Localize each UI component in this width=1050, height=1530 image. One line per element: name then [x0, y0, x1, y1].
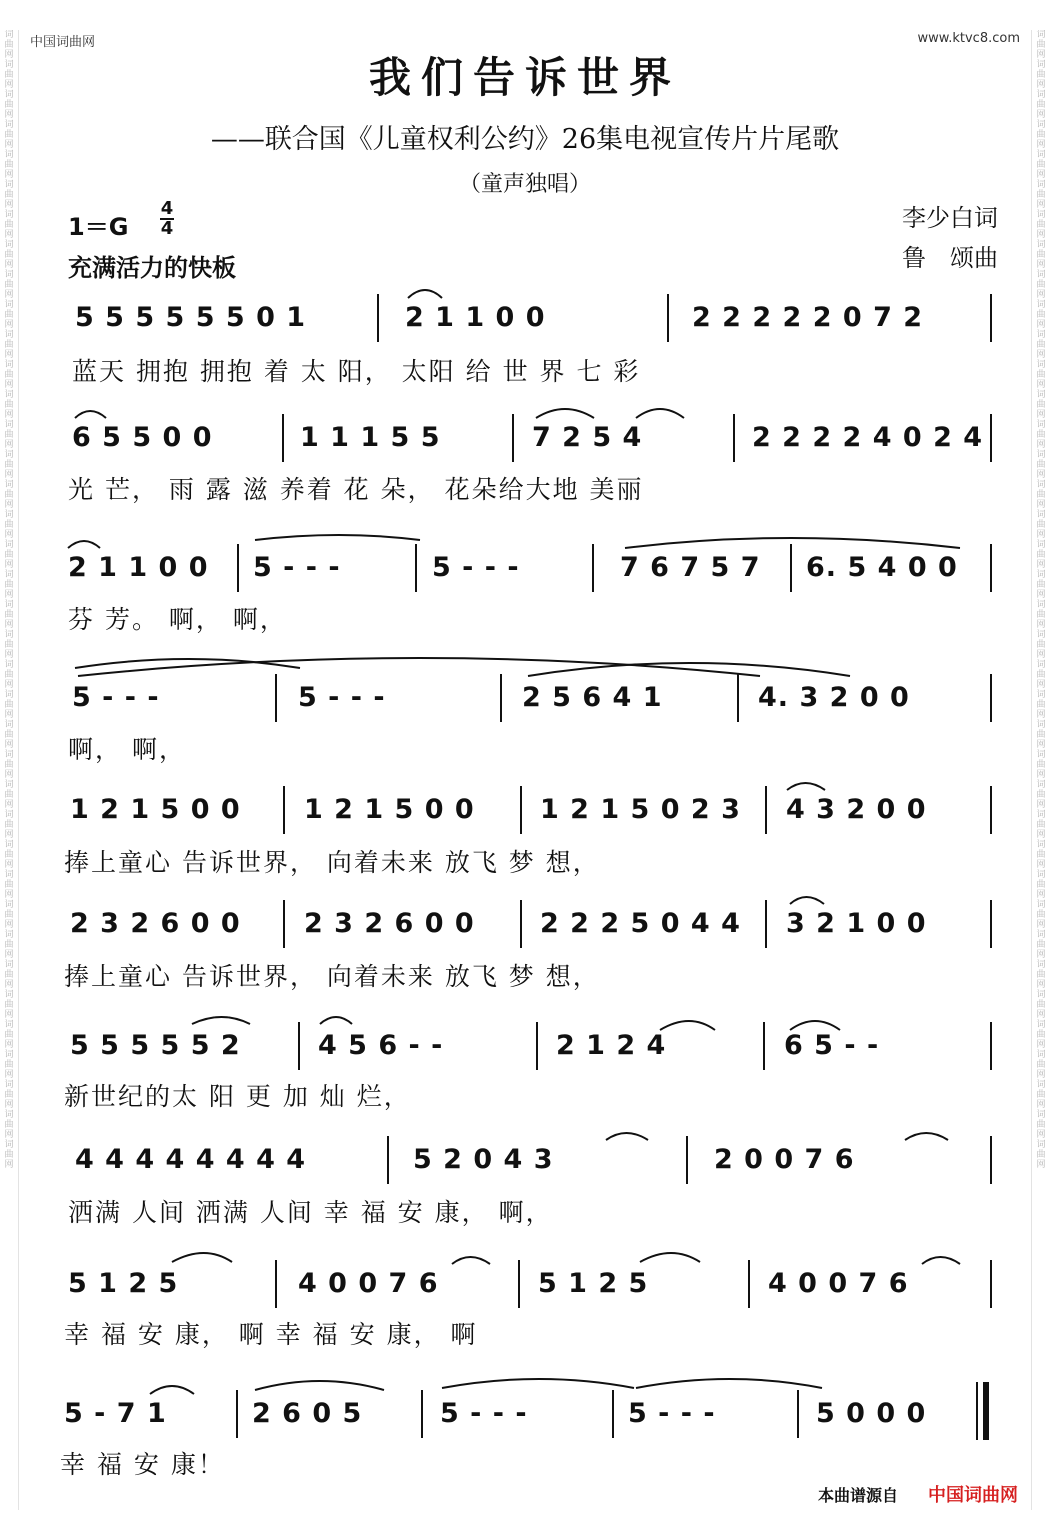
- slur-mark: [192, 1017, 250, 1024]
- time-denominator: 4: [160, 218, 174, 239]
- slur-mark: [536, 409, 594, 418]
- slur-mark: [660, 1021, 715, 1030]
- notes-row10-m5: 5 0 0 0: [816, 1398, 927, 1429]
- notes-row3-m1: 2 1 1 0 0: [68, 552, 209, 583]
- notes-row4-m4: 4. 3 2 0 0: [758, 682, 910, 713]
- slur-mark: [905, 1133, 948, 1140]
- lyricist-credit: 李少白词: [902, 204, 998, 232]
- notes-row6-m4: 3 2 1 0 0: [786, 908, 927, 939]
- notes-row1-m3: 2 2 2 2 2 0 7 2: [692, 302, 924, 333]
- slur-mark: [78, 658, 760, 676]
- site-name-left: 中国词曲网: [30, 35, 96, 50]
- notes-row2-m4: 2 2 2 2 4 0 2 4: [752, 422, 984, 453]
- key-signature: 1＝G: [68, 213, 129, 241]
- slur-mark: [255, 535, 420, 540]
- notes-row4-m1: 5 - - -: [72, 682, 160, 713]
- notes-row6-m2: 2 3 2 6 0 0: [304, 908, 475, 939]
- slur-mark: [255, 1381, 384, 1390]
- slur-mark: [787, 783, 825, 790]
- slur-mark: [790, 1021, 840, 1030]
- slur-mark: [606, 1133, 648, 1140]
- site-url-right: www.ktvc8.com: [917, 31, 1020, 46]
- slur-mark: [922, 1257, 960, 1264]
- notes-row10-m1: 5 - 7 1: [64, 1398, 167, 1429]
- page-title: 我们告诉世界: [368, 53, 681, 102]
- notes-row5-m3: 1 2 1 5 0 2 3: [540, 794, 741, 825]
- notes-row5-m1: 1 2 1 5 0 0: [70, 794, 241, 825]
- slur-mark: [636, 409, 684, 418]
- slur-mark: [408, 290, 442, 298]
- notes-row2-m3: 7 2 5 4: [532, 422, 643, 453]
- notes-row6-m3: 2 2 2 5 0 4 4: [540, 908, 741, 939]
- notes-row9-m1: 5 1 2 5: [68, 1268, 179, 1299]
- notes-row7-m2: 4 5 6 - -: [318, 1030, 444, 1061]
- notes-row3-m2: 5 - - -: [253, 552, 341, 583]
- footer-source-label: 本曲谱源自: [818, 1486, 899, 1505]
- slur-mark: [320, 1017, 352, 1024]
- notes-row1-m1: 5 5 5 5 5 5 0 1: [75, 302, 307, 333]
- lyrics-row1: 蓝天 拥抱 拥抱 着 太 阳， 太阳 给 世 界 七 彩: [72, 357, 641, 386]
- footer-brand[interactable]: 中国词曲网: [928, 1485, 1018, 1506]
- notes-row9-m4: 4 0 0 7 6: [768, 1268, 909, 1299]
- notes-row9-m2: 4 0 0 7 6: [298, 1268, 439, 1299]
- lyrics-row7: 新世纪的太 阳 更 加 灿 烂，: [64, 1082, 411, 1111]
- notes-row3-m3: 5 - - -: [432, 552, 520, 583]
- notes-row4-m3: 2 5 6 4 1: [522, 682, 663, 713]
- slur-mark: [452, 1257, 490, 1264]
- notes-row7-m4: 6 5 - -: [784, 1030, 880, 1061]
- slur-mark: [625, 538, 960, 548]
- lyrics-row6: 捧上童心 告诉世界， 向着未来 放飞 梦 想，: [64, 962, 600, 991]
- lyrics-row5: 捧上童心 告诉世界， 向着未来 放飞 梦 想，: [64, 848, 600, 877]
- notes-row9-m3: 5 1 2 5: [538, 1268, 649, 1299]
- composer-credit: 鲁 颂曲: [902, 244, 998, 272]
- notes-row3-m5: 6. 5 4 0 0: [806, 552, 958, 583]
- notes-row10-m4: 5 - - -: [628, 1398, 716, 1429]
- notes-row7-m1: 5 5 5 5 5 2: [70, 1030, 241, 1061]
- slur-mark: [640, 1253, 700, 1262]
- notes-row5-m4: 4 3 2 0 0: [786, 794, 927, 825]
- lyrics-row10: 幸 福 安 康！: [60, 1450, 225, 1479]
- slur-mark: [75, 411, 106, 418]
- notes-row3-m4: 7 6 7 5 7: [620, 552, 761, 583]
- notes-row8-m2: 5 2 0 4 3: [413, 1144, 554, 1175]
- slur-mark: [636, 1379, 822, 1388]
- lyrics-row3: 芬 芳。 啊， 啊，: [68, 605, 287, 634]
- notes-row8-m1: 4 4 4 4 4 4 4 4: [75, 1144, 307, 1175]
- notes-row10-m3: 5 - - -: [440, 1398, 528, 1429]
- notes-row8-m3: 2 0 0 7 6: [714, 1144, 855, 1175]
- notes-row4-m2: 5 - - -: [298, 682, 386, 713]
- subtitle: ——联合国《儿童权利公约》26集电视宣传片片尾歌: [210, 124, 840, 155]
- lyrics-row4: 啊， 啊，: [68, 735, 186, 764]
- side-watermark-left: 词曲网词曲网词曲网词曲网词曲网词曲网词曲网词曲网词曲网词曲网词曲网词曲网词曲网词曲网词曲网词曲网词曲网词曲网词曲网词曲网词曲网词曲网词曲网词曲网词曲网词曲网词曲网词曲网词曲网词曲网词曲网词曲网词曲网词曲网词曲网词曲网词曲网词曲网: [4, 30, 14, 1170]
- time-numerator: 4: [160, 198, 174, 219]
- notes-row10-m2: 2 6 0 5: [252, 1398, 363, 1429]
- slur-mark: [172, 1253, 232, 1262]
- lyrics-row9: 幸 福 安 康， 啊 幸 福 安 康， 啊: [64, 1320, 478, 1349]
- notes-row1-m2: 2 1 1 0 0: [405, 302, 546, 333]
- slur-mark: [790, 897, 824, 904]
- lyrics-row8: 洒满 人间 洒满 人间 幸 福 安 康， 啊，: [68, 1198, 553, 1227]
- notes-row5-m2: 1 2 1 5 0 0: [304, 794, 475, 825]
- tempo-marking: 充满活力的快板: [68, 254, 236, 282]
- notes-row7-m3: 2 1 2 4: [556, 1030, 667, 1061]
- notes-row6-m1: 2 3 2 6 0 0: [70, 908, 241, 939]
- slur-mark: [68, 541, 100, 548]
- lyrics-row2: 光 芒， 雨 露 滋 养着 花 朵， 花朵给大地 美丽: [68, 475, 644, 504]
- side-watermark-right: 词曲网词曲网词曲网词曲网词曲网词曲网词曲网词曲网词曲网词曲网词曲网词曲网词曲网词曲网词曲网词曲网词曲网词曲网词曲网词曲网词曲网词曲网词曲网词曲网词曲网词曲网词曲网词曲网词曲网词曲网词曲网词曲网词曲网词曲网词曲网词曲网词曲网词曲网: [1036, 30, 1046, 1170]
- notes-row2-m1: 6 5 5 0 0: [72, 422, 213, 453]
- notes-row2-m2: 1 1 1 5 5: [300, 422, 441, 453]
- slur-mark: [442, 1379, 634, 1388]
- voice-type: （童声独唱）: [458, 172, 591, 197]
- slur-mark: [150, 1386, 194, 1394]
